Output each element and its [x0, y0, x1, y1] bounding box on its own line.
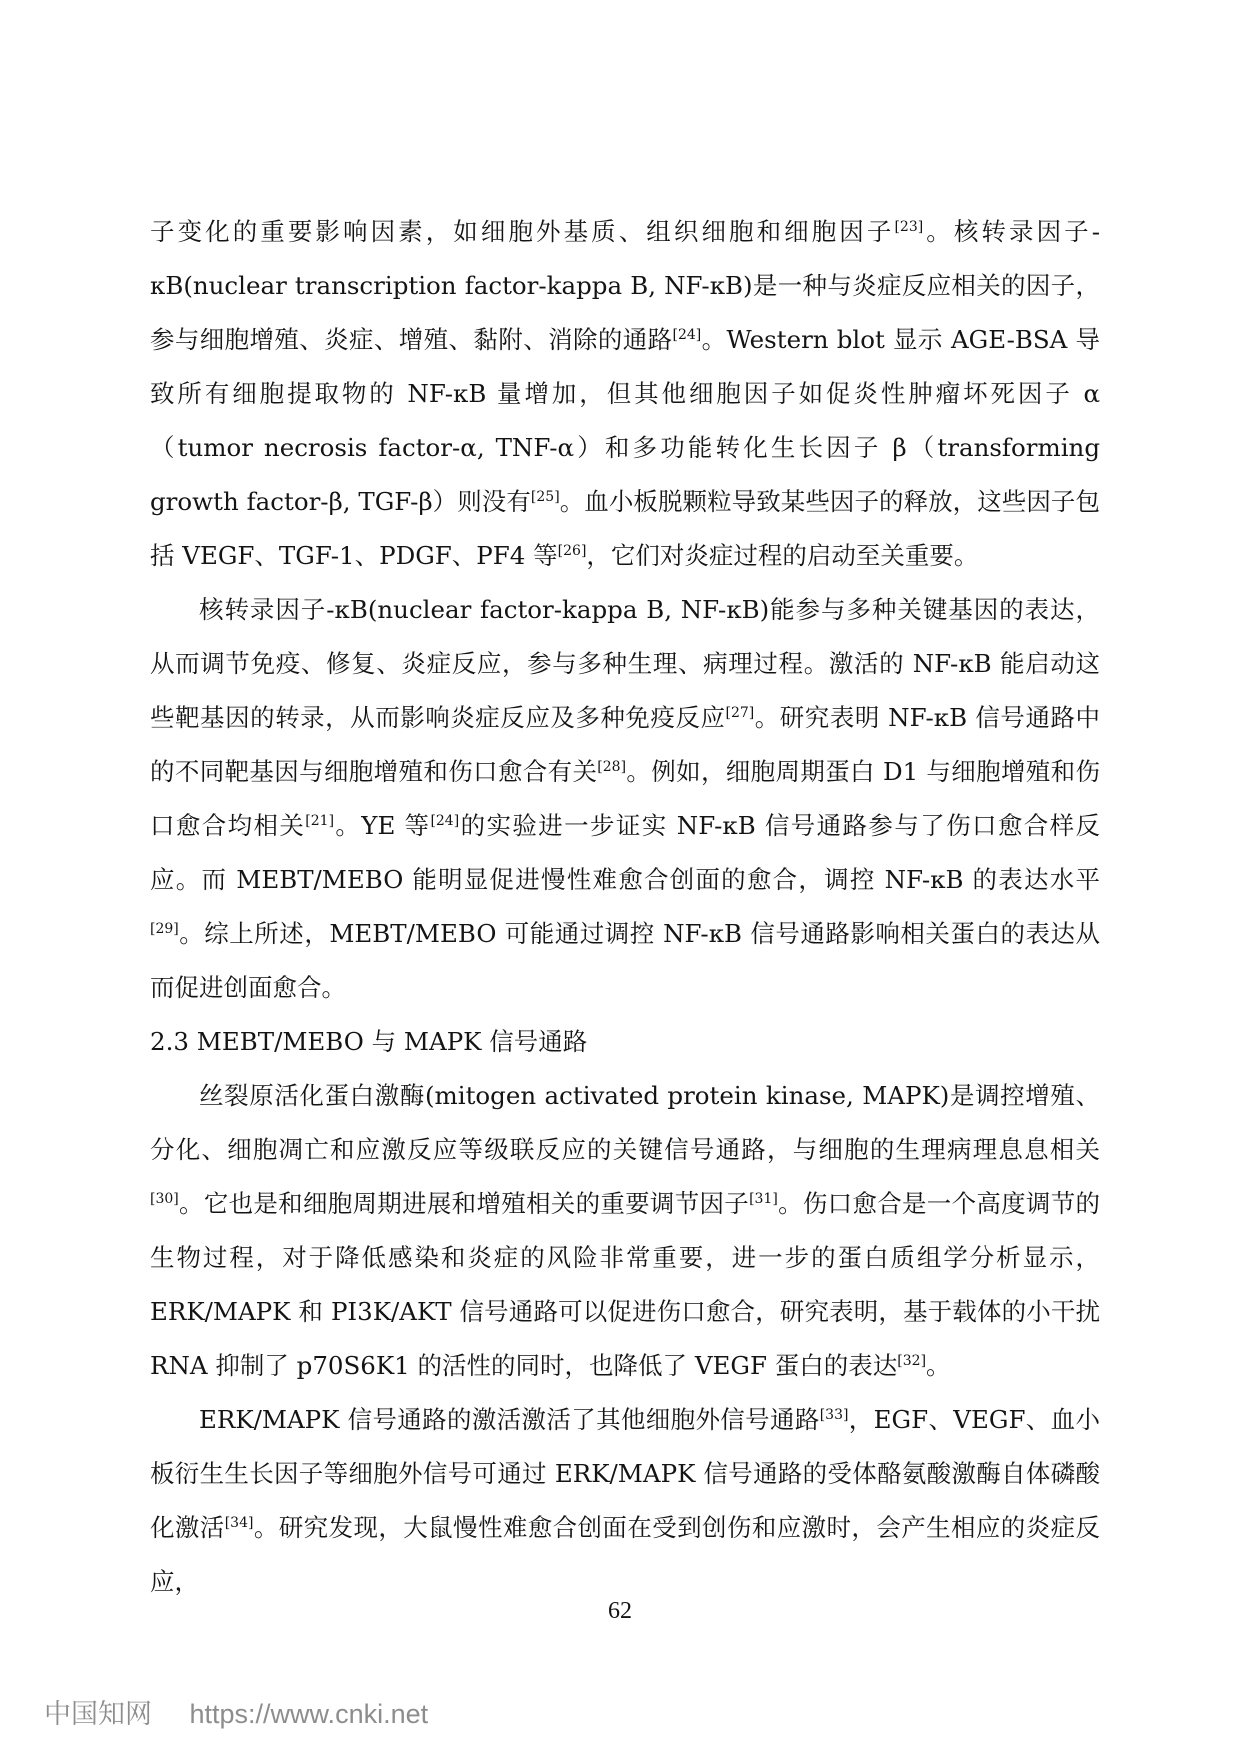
text-run: 核转录因子-κB(nuclear factor-kappa B, NF-κB)能参与多种关键基因的表达，从而调节免疫、修复、炎症反应，参与多种生理、病理过程。激活的 NF-κB 能启动这些靶基因的转录，从而影响炎症反应及多种免疫反应: [150, 595, 1100, 732]
citation-ref: [24]: [672, 326, 702, 343]
footer-url[interactable]: https://www.cnki.net: [189, 1699, 429, 1729]
text-run: ，它们对炎症过程的启动至关重要。: [586, 541, 979, 570]
text-run: 。: [926, 1351, 951, 1380]
text-run: 。伤口愈合是一个高度调节的生物过程，对于降低感染和炎症的风险非常重要，进一步的蛋白质组学分析显示，ERK/MAPK 和 PI3K/AKT 信号通路可以促进伤口愈合，研究表明，基于载体的小干扰 RNA 抑制了 p70S6K1 的活性的同时，也降低了 VEGF 蛋白的表达: [150, 1189, 1101, 1380]
citation-ref: [31]: [749, 1190, 778, 1207]
body-paragraph: [150, 1393, 1100, 1609]
citation-ref: [28]: [597, 758, 627, 775]
text-run: 。例如，细胞周期蛋白 D1 与细胞增殖和伤口愈合均相关: [150, 757, 1100, 840]
citation-ref: [29]: [150, 920, 179, 937]
page-body: [150, 205, 1100, 1609]
text-run: 。血小板脱颗粒导致某些因子的释放，这些因子包括 VEGF、TGF-1、PDGF、PF4 等: [150, 487, 1100, 570]
page-number: 62: [608, 1598, 632, 1624]
citation-ref: [34]: [224, 1514, 254, 1531]
body-paragraph: [150, 1069, 1100, 1393]
text-run: 。它也是和细胞周期进展和增殖相关的重要调节因子: [178, 1189, 750, 1218]
text-run: 。综上所述，MEBT/MEBO 可能通过调控 NF-κB 信号通路影响相关蛋白的表达从而促进创面愈合。: [150, 919, 1100, 1002]
text-run: 子变化的重要影响因素，如细胞外基质、组织细胞和细胞因子: [150, 217, 895, 246]
citation-ref: [26]: [557, 542, 587, 559]
citation-ref: [24]: [430, 812, 460, 829]
text-run: 丝裂原活化蛋白激酶(mitogen activated protein kinase, MAPK)是调控增殖、分化、细胞凋亡和应激反应等级联反应的关键信号通路，与细胞的生理病理息息相关: [150, 1081, 1100, 1164]
text-run: 的实验进一步证实 NF-κB 信号通路参与了伤口愈合样反应。而 MEBT/MEBO 能明显促进慢性难愈合创面的愈合，调控 NF-κB 的表达水平: [150, 811, 1100, 894]
text-run: 。核转录因子-κB(nuclear transcription factor-kappa B, NF-κB)是一种与炎症反应相关的因子，参与细胞增殖、炎症、增殖、黏附、消除的通路: [150, 217, 1101, 354]
text-run: 。研究表明 NF-κB 信号通路中的不同靶基因与细胞增殖和伤口愈合有关: [150, 703, 1100, 786]
citation-ref: [25]: [530, 488, 560, 505]
citation-ref: [21]: [305, 812, 335, 829]
body-paragraph: [150, 583, 1100, 1015]
text-run: ERK/MAPK 信号通路的激活激活了其他细胞外信号通路: [199, 1405, 820, 1434]
citation-ref: [30]: [150, 1190, 179, 1207]
body-paragraph: [150, 205, 1100, 583]
section-heading: [150, 1015, 1100, 1069]
text-run: ，EGF、VEGF、血小板衍生生长因子等细胞外信号可通过 ERK/MAPK 信号通路的受体酪氨酸激酶自体磷酸化激活: [150, 1405, 1100, 1542]
citation-ref: [32]: [897, 1352, 927, 1369]
citation-ref: [23]: [894, 218, 924, 235]
cnki-logo: 中国知网: [44, 1699, 152, 1729]
text-run: 。YE 等: [334, 811, 431, 840]
text-run: 。研究发现，大鼠慢性难愈合创面在受到创伤和应激时，会产生相应的炎症反应，: [150, 1513, 1101, 1596]
citation-ref: [27]: [725, 704, 755, 721]
citation-ref: [33]: [819, 1406, 849, 1423]
text-run: 2.3 MEBT/MEBO 与 MAPK 信号通路: [150, 1027, 588, 1056]
footer: [44, 1692, 428, 1731]
text-run: 。Western blot 显示 AGE-BSA 导致所有细胞提取物的 NF-κB 量增加，但其他细胞因子如促炎性肿瘤坏死因子 α（tumor necrosis factor-α, TNF-α）和多功能转化生长因子 β（transforming growth factor-β, TGF-β）则没有: [150, 325, 1100, 516]
